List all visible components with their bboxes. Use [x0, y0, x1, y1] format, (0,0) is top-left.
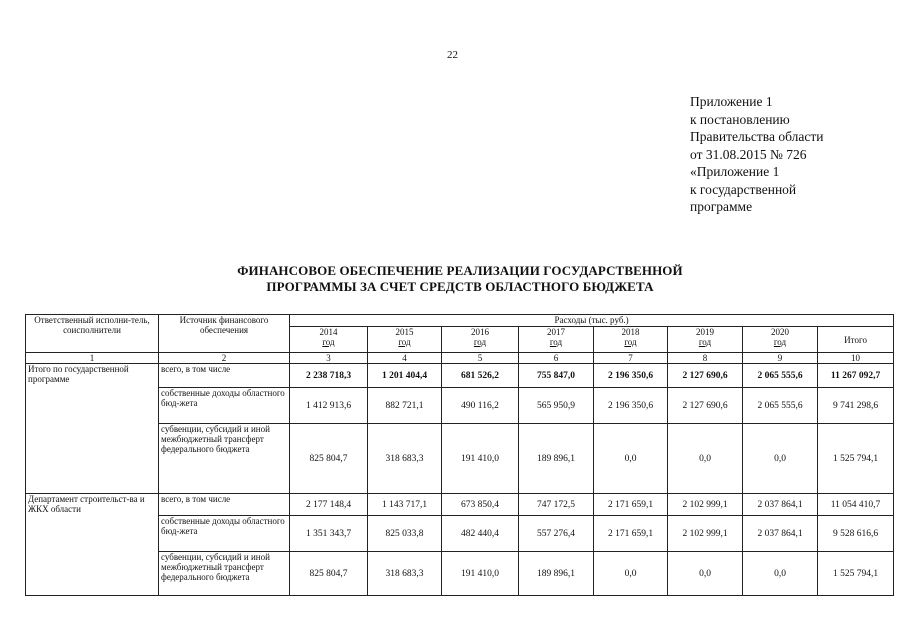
- year-unit: год: [698, 337, 712, 347]
- document-title: [140, 263, 780, 295]
- value-cell: 318 683,3: [368, 424, 442, 494]
- header-executor: Ответственный исполни-тель, соисполнители: [26, 315, 159, 353]
- year-unit: год: [398, 337, 411, 347]
- value-cell: 2 177 148,4: [290, 494, 368, 516]
- value-cell: 1 351 343,7: [290, 516, 368, 552]
- value-cell: 11 054 410,7: [818, 494, 894, 516]
- appendix-line: Приложение 1: [690, 94, 773, 109]
- header-expenses: Расходы (тыс. руб.): [290, 315, 894, 327]
- year-label: 2020: [771, 327, 789, 337]
- value-cell: 189 896,1: [519, 552, 594, 596]
- year-label: 2014: [319, 327, 338, 337]
- value-cell: 825 033,8: [368, 516, 442, 552]
- value-cell: 2 196 350,6: [594, 388, 668, 424]
- source-cell: собственные доходы областного бюд-жета: [159, 516, 290, 552]
- value-cell: 191 410,0: [442, 552, 519, 596]
- header-year: [519, 327, 594, 353]
- value-cell: 1 201 404,4: [368, 364, 442, 388]
- financing-table: [25, 314, 894, 596]
- value-cell: 673 850,4: [442, 494, 519, 516]
- year-unit: год: [773, 337, 787, 347]
- year-unit: год: [549, 337, 563, 347]
- header-total: Итого: [818, 327, 894, 353]
- header-year: [290, 327, 368, 353]
- year-label: 2018: [621, 327, 640, 337]
- value-cell: 2 037 864,1: [743, 516, 818, 552]
- year-unit: год: [322, 337, 335, 347]
- appendix-line: к постановлению: [690, 111, 790, 127]
- source-cell: собственные доходы областного бюд-жета: [159, 388, 290, 424]
- year-unit: год: [473, 337, 487, 347]
- value-cell: 191 410,0: [442, 424, 519, 494]
- appendix-line: «Приложение 1: [690, 164, 780, 179]
- table-row: [26, 364, 894, 388]
- column-number: 5: [442, 353, 519, 364]
- appendix-line: Правительства области: [690, 129, 824, 144]
- year-label: 2017: [547, 327, 565, 337]
- value-cell: 9 741 298,6: [818, 388, 894, 424]
- header-year: [368, 327, 442, 353]
- year-label: 2019: [696, 327, 714, 337]
- column-number: 6: [519, 353, 594, 364]
- column-number: 3: [290, 353, 368, 364]
- source-cell: всего, в том числе: [159, 494, 290, 516]
- value-cell: 825 804,7: [290, 552, 368, 596]
- value-cell: 1 143 717,1: [368, 494, 442, 516]
- value-cell: 318 683,3: [368, 552, 442, 596]
- value-cell: 482 440,4: [442, 516, 519, 552]
- column-number: 1: [26, 353, 159, 364]
- value-cell: 0,0: [743, 424, 818, 494]
- source-cell: субвенции, субсидий и иной межбюджетный трансферт федерального бюджета: [159, 552, 290, 596]
- column-number: 4: [368, 353, 442, 364]
- value-cell: 0,0: [594, 552, 668, 596]
- value-cell: 882 721,1: [368, 388, 442, 424]
- appendix-line: от 31.08.2015 № 726: [690, 146, 807, 162]
- year-label: 2016: [471, 327, 489, 337]
- source-cell: всего, в том числе: [159, 364, 290, 388]
- value-cell: 2 127 690,6: [668, 388, 743, 424]
- column-number: 10: [818, 353, 894, 364]
- header-source: Источник финансового обеспечения: [159, 315, 290, 353]
- appendix-line: программе: [690, 199, 753, 214]
- column-numbers-row: [26, 353, 894, 364]
- value-cell: 189 896,1: [519, 424, 594, 494]
- value-cell: 0,0: [594, 424, 668, 494]
- column-number: 8: [668, 353, 743, 364]
- value-cell: 0,0: [743, 552, 818, 596]
- value-cell: 0,0: [668, 424, 743, 494]
- column-number: 2: [159, 353, 290, 364]
- header-year: [743, 327, 818, 353]
- value-cell: 1 525 794,1: [818, 552, 894, 596]
- value-cell: 2 065 555,6: [743, 364, 818, 388]
- value-cell: 2 196 350,6: [594, 364, 668, 388]
- value-cell: 565 950,9: [519, 388, 594, 424]
- value-cell: 2 171 659,1: [594, 494, 668, 516]
- column-number: 7: [594, 353, 668, 364]
- table-row: [26, 494, 894, 516]
- executor-cell: Итого по государственной программе: [26, 364, 159, 494]
- title-line: ПРОГРАММЫ ЗА СЧЕТ СРЕДСТВ ОБЛАСТНОГО БЮДЖЕТА: [266, 279, 654, 294]
- value-cell: 1 525 794,1: [818, 424, 894, 494]
- header-year: [442, 327, 519, 353]
- value-cell: 1 412 913,6: [290, 388, 368, 424]
- header-year: [594, 327, 668, 353]
- header-row: [26, 315, 894, 327]
- value-cell: 2 102 999,1: [668, 494, 743, 516]
- value-cell: 681 526,2: [442, 364, 519, 388]
- value-cell: 755 847,0: [519, 364, 594, 388]
- value-cell: 2 127 690,6: [668, 364, 743, 388]
- appendix-line: к государственной: [690, 181, 797, 197]
- title-line: ФИНАНСОВОЕ ОБЕСПЕЧЕНИЕ РЕАЛИЗАЦИИ ГОСУДАРСТВЕННОЙ: [237, 263, 683, 278]
- value-cell: 825 804,7: [290, 424, 368, 494]
- value-cell: 2 065 555,6: [743, 388, 818, 424]
- value-cell: 557 276,4: [519, 516, 594, 552]
- appendix-note: [690, 93, 823, 216]
- value-cell: 0,0: [668, 552, 743, 596]
- value-cell: 2 238 718,3: [290, 364, 368, 388]
- value-cell: 2 102 999,1: [668, 516, 743, 552]
- header-year: [668, 327, 743, 353]
- value-cell: 11 267 092,7: [818, 364, 894, 388]
- column-number: 9: [743, 353, 818, 364]
- executor-cell: Департамент строительст-ва и ЖКХ области: [26, 494, 159, 596]
- source-cell: субвенции, субсидий и иной межбюджетный трансферт федерального бюджета: [159, 424, 290, 494]
- year-label: 2015: [395, 327, 414, 337]
- year-unit: год: [624, 337, 637, 347]
- value-cell: 9 528 616,6: [818, 516, 894, 552]
- value-cell: 490 116,2: [442, 388, 519, 424]
- value-cell: 2 037 864,1: [743, 494, 818, 516]
- value-cell: 747 172,5: [519, 494, 594, 516]
- page-number: 22: [447, 49, 458, 61]
- value-cell: 2 171 659,1: [594, 516, 668, 552]
